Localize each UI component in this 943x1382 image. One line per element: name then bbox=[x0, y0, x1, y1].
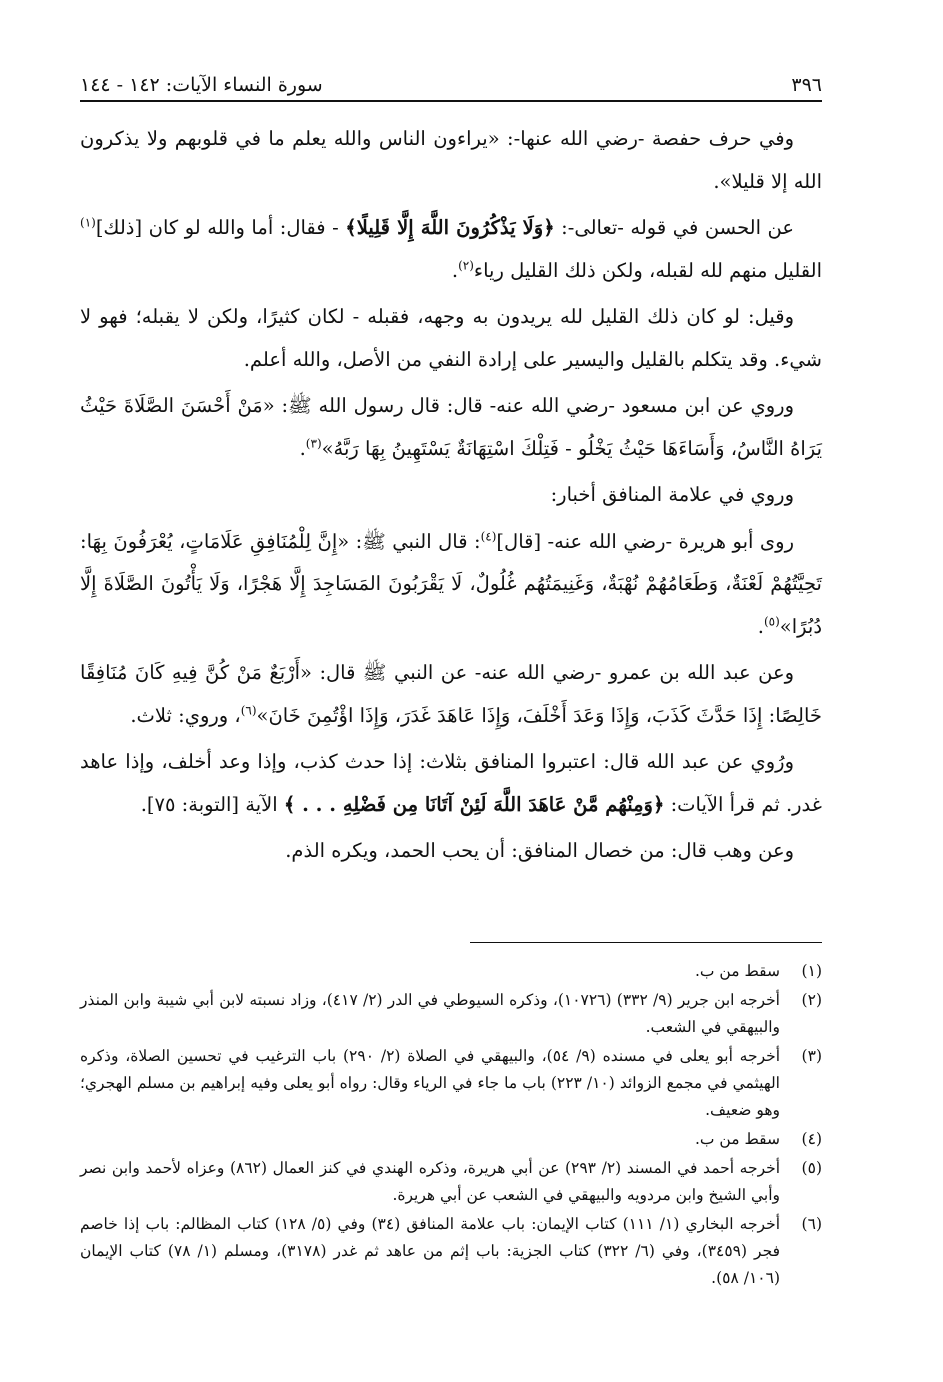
hadith-text: «مَنْ أَحْسَنَ الصَّلَاةَ حَيْثُ يَرَاهُ النَّاسُ، وَأَسَاءَهَا حَيْثُ يَخْلُو - فَتِلْكَ اسْتِهَانَةٌ يَسْتَهِينُ بِهَا رَبَّهُ» bbox=[80, 394, 822, 460]
paragraph bbox=[80, 474, 822, 517]
paragraph bbox=[80, 652, 822, 737]
footnote-marker: (٤) bbox=[480, 529, 497, 543]
footnote-number: (٦) bbox=[801, 1215, 822, 1233]
footnote-item bbox=[80, 1155, 822, 1209]
footnotes bbox=[80, 958, 822, 1294]
text-segment: وروي عن ابن مسعود -رضي الله عنه- قال: قال رسول الله ﷺ: bbox=[274, 394, 795, 417]
header-divider bbox=[80, 100, 822, 102]
footnote-number: (٥) bbox=[801, 1159, 822, 1177]
footnote-text: أخرجه البخاري (١/ ١١١) كتاب الإيمان: باب علامة المنافق (٣٤) وفي (٥/ ١٢٨) كتاب المظالم: باب إذا خاصم فجر (٣٤٥٩)، وفي (٦/ ٣٢٢) كتاب الجزية: باب إثم من عاهد ثم غدر (٣١٧٨)، ومسلم (١/ ٧٨) كتاب الإيمان (١٠٦/ ٥٨). bbox=[80, 1215, 780, 1287]
footnote-item bbox=[80, 958, 822, 985]
text-segment: وفي حرف حفصة -رضي الله عنها-: «يراءون الناس والله يعلم ما في قلوبهم ولا يذكرون الله إلا قليلا». bbox=[80, 127, 822, 193]
footnote-item bbox=[80, 1126, 822, 1153]
footnote-number: (٢) bbox=[801, 991, 822, 1009]
footnote-item bbox=[80, 1043, 822, 1124]
paragraph bbox=[80, 741, 822, 826]
paragraph bbox=[80, 385, 822, 470]
text-segment: الآية [التوبة: ٧٥]. bbox=[140, 792, 284, 816]
paragraph bbox=[80, 207, 822, 292]
page-number: ٣٩٦ bbox=[791, 74, 822, 96]
footnote-text: سقط من ب. bbox=[694, 1130, 780, 1148]
hadith-text: «أَرْبَعٌ مَنْ كُنَّ فِيهِ كَانَ مُنَافِقًا خَالِصًا: إِذَا حَدَّثَ كَذَبَ، وَإِذَا وَعَدَ أَخْلَفَ، وَإِذَا عَاهَدَ غَدَرَ، وَإِذَا اؤْتُمِنَ خَانَ» bbox=[80, 661, 822, 727]
footnote-text: أخرجه أبو يعلى في مسنده (٩/ ٥٤)، والبيهقي في الصلاة (٢/ ٢٩٠) باب الترغيب في تحسين الصلاة، وذكره الهيثمي في مجمع الزوائد (١٠/ ٢٢٣) باب ما جاء في الرياء وقال: رواه أبو يعلى وفيه إبراهيم بن مسلم الهجري؛ وهو ضعيف. bbox=[80, 1047, 781, 1119]
text-segment: . bbox=[757, 614, 764, 638]
paragraph bbox=[80, 296, 822, 381]
footnote-marker: (٣) bbox=[305, 436, 322, 450]
text-segment: ، وروي: ثلاث. bbox=[130, 703, 241, 727]
footnote-marker: (٦) bbox=[240, 703, 257, 717]
page-header bbox=[80, 62, 822, 96]
footnote-number: (٤) bbox=[801, 1130, 822, 1148]
text-segment: - فقال: أما والله لو كان [ذلك] bbox=[95, 216, 346, 239]
text-segment: وعن عبد الله بن عمرو -رضي الله عنه- عن النبي ﷺ قال: bbox=[311, 661, 794, 684]
text-segment: وعن وهب قال: من خصال المنافق: أن يحب الحمد، ويكره الذم. bbox=[285, 839, 794, 862]
footnote-text: سقط من ب. bbox=[694, 962, 780, 980]
footnote-divider bbox=[470, 942, 822, 943]
text-segment: وقيل: لو كان ذلك القليل لله يريدون به وجهه، فقبله - لكان كثيرًا، ولكن لا يقبله؛ فهو لا شيء. وقد يتكلم بالقليل واليسير على إرادة النفي من الأصل، والله أعلم. bbox=[80, 305, 822, 371]
footnote-marker: (٢) bbox=[458, 258, 474, 272]
paragraph bbox=[80, 118, 822, 203]
text-segment: ورُوي عن عبد الله قال: اعتبروا المنافق بثلاث: إذا حدث كذب، وإذا وعد أخلف، وإذا عاهد غدر. ثم قرأ الآيات: bbox=[80, 750, 822, 816]
quran-verse: ﴿وَمِنْهُم مَّنْ عَاهَدَ اللَّهَ لَئِنْ آتَانَا مِن فَضْلِهِ . . . ﴾ bbox=[283, 792, 665, 816]
main-text bbox=[80, 118, 822, 877]
text-segment: عن الحسن في قوله -تعالى-: bbox=[554, 216, 795, 239]
quran-verse: ﴿وَلَا يَذْكُرُونَ اللَّهَ إِلَّا قَلِيلًا﴾ bbox=[345, 216, 555, 239]
footnote-item bbox=[80, 1211, 822, 1292]
footnote-marker: (١) bbox=[80, 215, 96, 230]
text-segment: روى أبو هريرة -رضي الله عنه- [قال] bbox=[496, 529, 795, 553]
text-segment: : قال النبي ﷺ: bbox=[349, 529, 481, 553]
footnote-text: أخرجه أحمد في المسند (٢/ ٢٩٣) عن أبي هريرة، وذكره الهندي في كنز العمال (٨٦٢) وعزاه لأحمد وابن نصر وأبي الشيخ وابن مردويه والبيهقي في الشعب عن أبي هريرة. bbox=[80, 1159, 781, 1204]
text-segment: . bbox=[451, 258, 459, 282]
paragraph bbox=[80, 521, 822, 649]
section-title: سورة النساء الآيات: ١٤٢ - ١٤٤ bbox=[80, 74, 323, 96]
footnote-marker: (٥) bbox=[763, 614, 780, 628]
footnote-item bbox=[80, 987, 822, 1041]
footnote-number: (٣) bbox=[801, 1047, 822, 1065]
text-segment: . bbox=[299, 436, 306, 460]
hadith-text: «إِنَّ لِلْمُنَافِقِ عَلَامَاتٍ، يُعْرَفُونَ بِهَا: تَحِيَّتُهُمْ لَعْنَةٌ، وَطَعَامُهُمْ نُهْبَةٌ، وَغَنِيمَتُهُم غُلُولٌ، لَا يَقْرَبُونَ المَسَاجِدَ إِلَّا هَجْرًا، وَلَا يَأْتُونَ الصَّلَاةَ إِلَّا دُبُرًا» bbox=[80, 529, 822, 638]
footnote-number: (١) bbox=[801, 962, 822, 980]
paragraph bbox=[80, 830, 822, 873]
text-segment: وروي في علامة المنافق أخبار: bbox=[550, 483, 794, 506]
text-segment: القليل منهم لله لقبله، ولكن ذلك القليل رياء bbox=[473, 258, 822, 282]
footnote-text: أخرجه ابن جرير (٩/ ٣٣٢) (١٠٧٢٦)، وذكره السيوطي في الدر (٢/ ٤١٧)، وزاد نسبته لابن أبي شيبة وابن المنذر والبيهقي في الشعب. bbox=[80, 991, 780, 1036]
